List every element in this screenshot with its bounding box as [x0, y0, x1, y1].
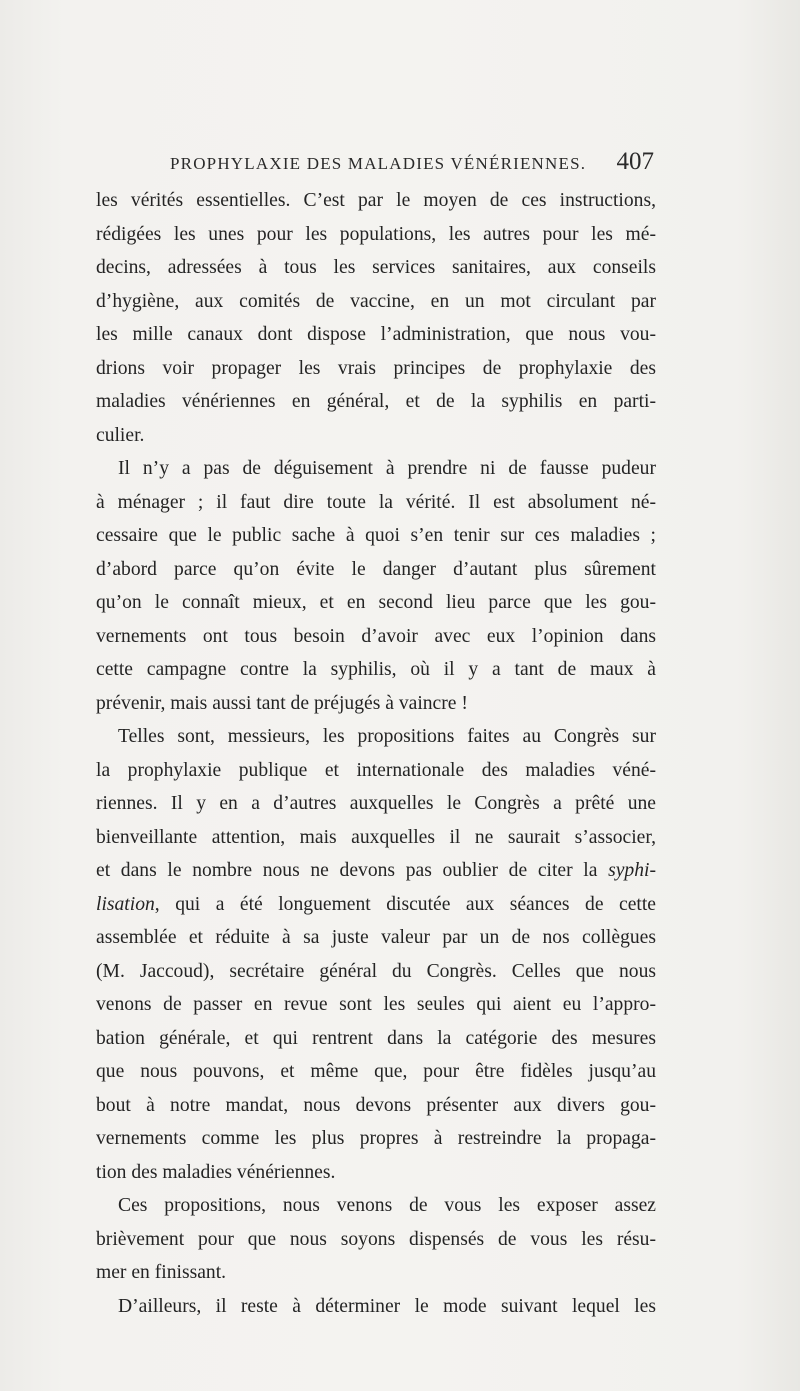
- text-line: vernements comme les plus propres à restreindre la propaga-: [96, 1128, 656, 1149]
- text-line: la prophylaxie publique et internationale des maladies véné-: [96, 759, 656, 781]
- body-text: [96, 184, 656, 1323]
- text-line: bienveillante attention, mais auxquelles il ne saurait s’associer,: [96, 826, 656, 848]
- text-line: drions voir propager les vrais principes de prophylaxie des: [96, 357, 656, 379]
- text-line: vernements ont tous besoin d’avoir avec eux l’opinion dans: [96, 625, 656, 647]
- text-line: D’ailleurs, il reste à déterminer le mode suivant lequel les: [118, 1295, 656, 1317]
- text-line: à ménager ; il faut dire toute la vérité. Il est absolument né-: [96, 491, 656, 513]
- italic-term: lisation: [96, 893, 155, 915]
- text-line: cette campagne contre la syphilis, où il y a tant de maux à: [96, 659, 656, 680]
- text-fragment: , qui a été longuement discutée aux séances de cette: [154, 893, 656, 915]
- text-line: [96, 888, 656, 922]
- text-line: Il n’y a pas de déguisement à prendre ni de fausse pudeur: [118, 458, 656, 479]
- page-header: [98, 148, 654, 184]
- text-line: [96, 854, 656, 888]
- text-line: bout à notre mandat, nous devons présenter aux divers gou-: [96, 1094, 656, 1116]
- text-fragment: et dans le nombre nous ne devons pas oublier de citer la: [96, 860, 609, 881]
- text-line: rédigées les unes pour les populations, les autres pour les mé-: [96, 223, 656, 245]
- text-line: qu’on le connaît mieux, et en second lieu parce que les gou-: [96, 592, 656, 613]
- text-line: les mille canaux dont dispose l’administration, que nous vou-: [96, 324, 656, 345]
- text-line: assemblée et réduite à sa juste valeur par un de nos collègues: [96, 927, 656, 948]
- text-line: d’hygiène, aux comités de vaccine, en un mot circulant par: [96, 290, 656, 312]
- text-line: que nous pouvons, et même que, pour être fidèles jusqu’au: [96, 1061, 656, 1082]
- text-line: les vérités essentielles. C’est par le moyen de ces instructions,: [96, 190, 656, 211]
- text-line: mer en finissant.: [96, 1262, 227, 1283]
- text-line: cessaire que le public sache à quoi s’en tenir sur ces maladies ;: [96, 525, 656, 546]
- text-line: riennes. Il y en a d’autres auxquelles le Congrès a prêté une: [96, 793, 656, 814]
- text-line: prévenir, mais aussi tant de préjugés à vaincre !: [96, 692, 468, 714]
- text-line: bation générale, et qui rentrent dans la catégorie des mesures: [96, 1027, 656, 1049]
- text-line: Telles sont, messieurs, les propositions faites au Congrès sur: [118, 726, 656, 747]
- text-line: maladies vénériennes en général, et de la syphilis en parti-: [96, 391, 656, 412]
- text-line: culier.: [96, 424, 145, 446]
- text-line: venons de passer en revue sont les seules qui aient eu l’appro-: [96, 994, 656, 1015]
- running-title: PROPHYLAXIE DES MALADIES VÉNÉRIENNES.: [170, 154, 587, 173]
- text-line: tion des maladies vénériennes.: [96, 1161, 336, 1183]
- text-line: (M. Jaccoud), secrétaire général du Congrès. Celles que nous: [96, 960, 656, 982]
- text-line: Ces propositions, nous venons de vous les exposer assez: [118, 1195, 656, 1216]
- text-line: d’abord parce qu’on évite le danger d’autant plus sûrement: [96, 558, 656, 580]
- italic-term: syphi-: [608, 860, 656, 881]
- text-line: decins, adressées à tous les services sanitaires, aux conseils: [96, 257, 656, 278]
- page-number: 407: [616, 148, 654, 175]
- text-line: brièvement pour que nous soyons dispensés de vous les résu-: [96, 1228, 656, 1250]
